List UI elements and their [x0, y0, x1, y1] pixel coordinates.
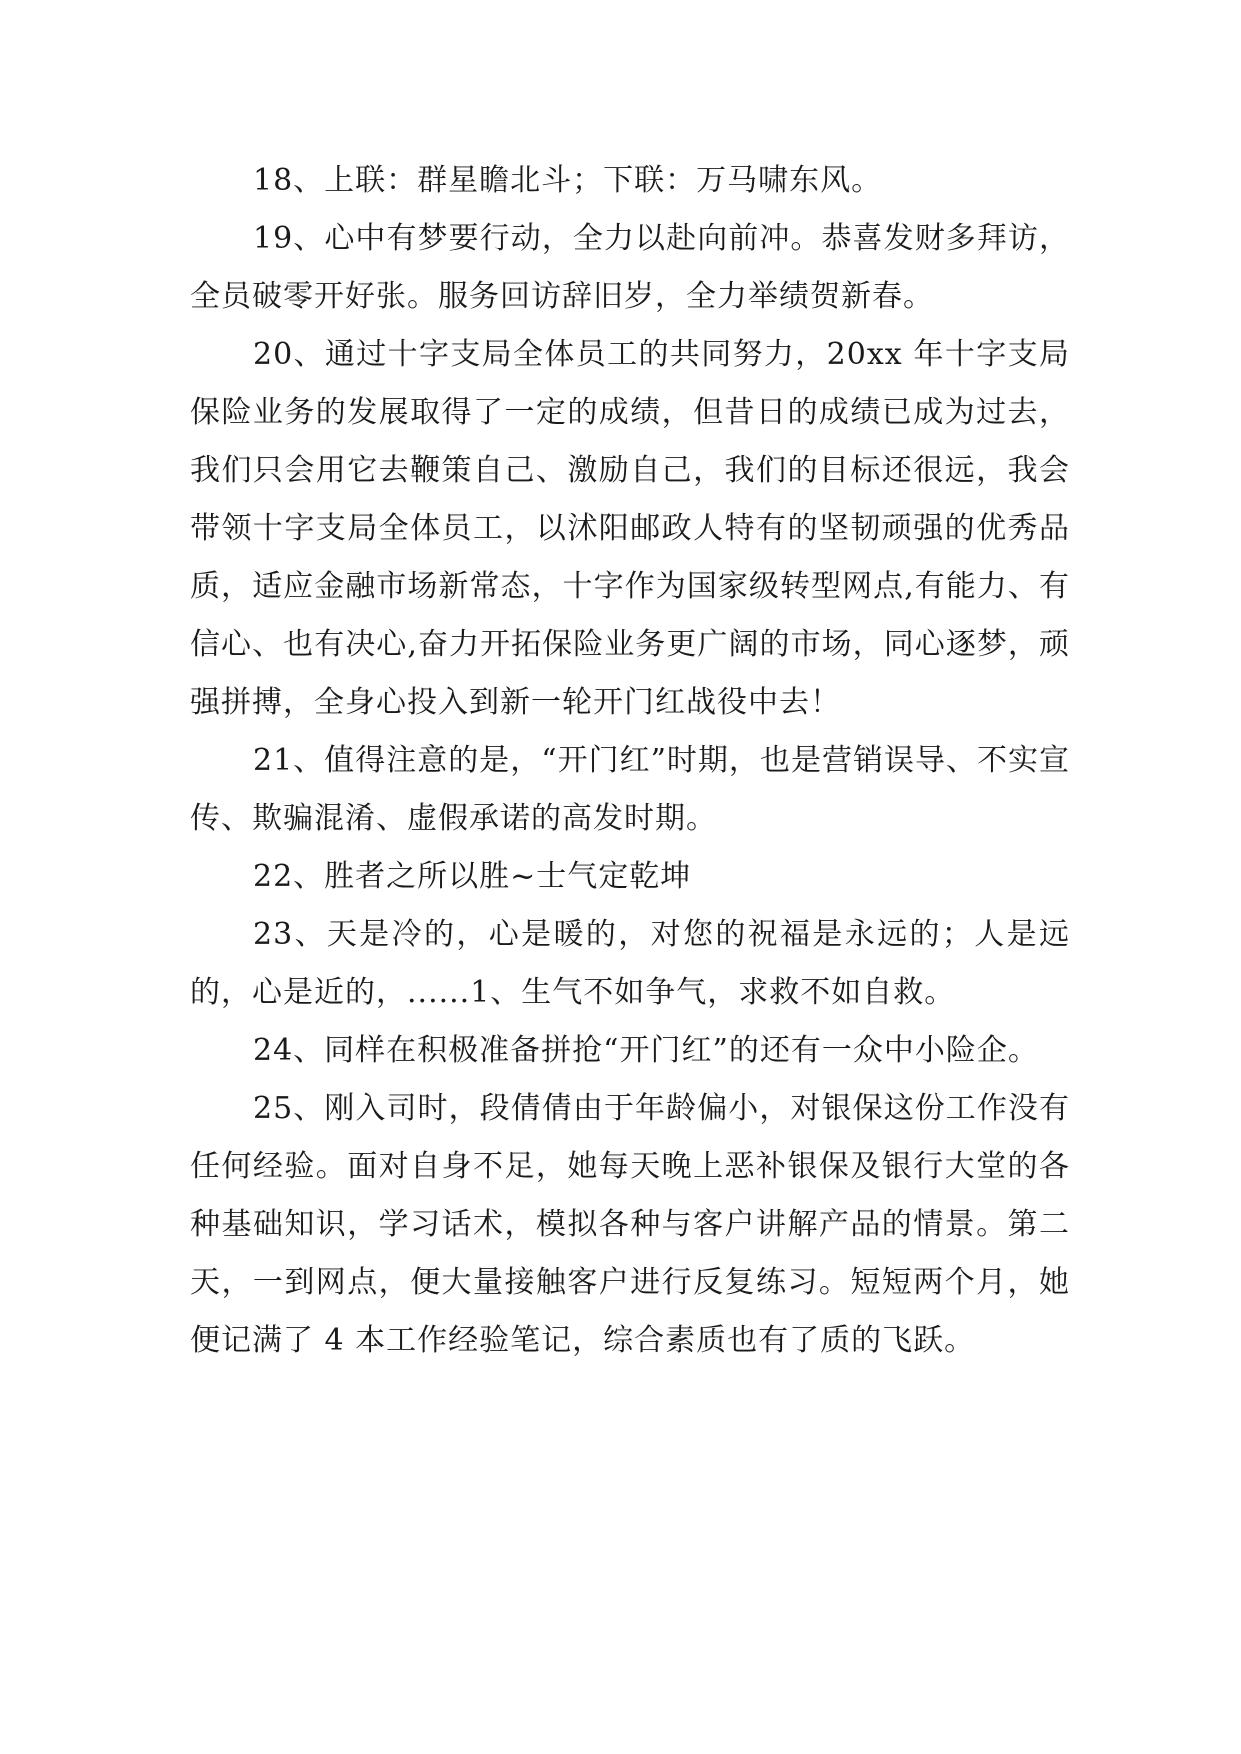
- paragraph-23: 23、天是冷的，心是暖的，对您的祝福是永远的；人是远的，心是近的，......1、生气不如争气，求救不如自救。: [190, 917, 1070, 1010]
- paragraph-21: 21、值得注意的是，“开门红”时期，也是营销误导、不实宣传、欺骗混淆、虚假承诺的高发时期。: [190, 743, 1070, 836]
- paragraph-20: 20、通过十字支局全体员工的共同努力，20xx 年十字支局保险业务的发展取得了一定的成绩，但昔日的成绩已成为过去，我们只会用它去鞭策自己、激励自己，我们的目标还很远，我会带领十字支局全体员工，以沭阳邮政人特有的坚韧顽强的优秀品质，适应金融市场新常态，十字作为国家级转型网点,有能力、有信心、也有决心,奋力开拓保险业务更广阔的市场，同心逐梦，顽强拼搏，全身心投入到新一轮开门红战役中去！: [190, 337, 1070, 720]
- paragraph-24: 24、同样在积极准备拼抢“开门红”的还有一众中小险企。: [253, 1033, 1039, 1068]
- paragraph-22: 22、胜者之所以胜~士气定乾坤: [253, 859, 692, 894]
- document-body: [190, 152, 1070, 1370]
- paragraph-18: 18、上联：群星瞻北斗；下联：万马啸东风。: [253, 163, 883, 198]
- paragraph-25: 25、刚入司时，段倩倩由于年龄偏小，对银保这份工作没有任何经验。面对自身不足，她每天晚上恶补银保及银行大堂的各种基础知识，学习话术，模拟各种与客户讲解产品的情景。第二天，一到网点，便大量接触客户进行反复练习。短短两个月，她便记满了 4 本工作经验笔记，综合素质也有了质的飞跃。: [190, 1091, 1070, 1358]
- paragraph-19: 19、心中有梦要行动，全力以赴向前冲。恭喜发财多拜访，全员破零开好张。服务回访辞旧岁，全力举绩贺新春。: [190, 221, 1070, 314]
